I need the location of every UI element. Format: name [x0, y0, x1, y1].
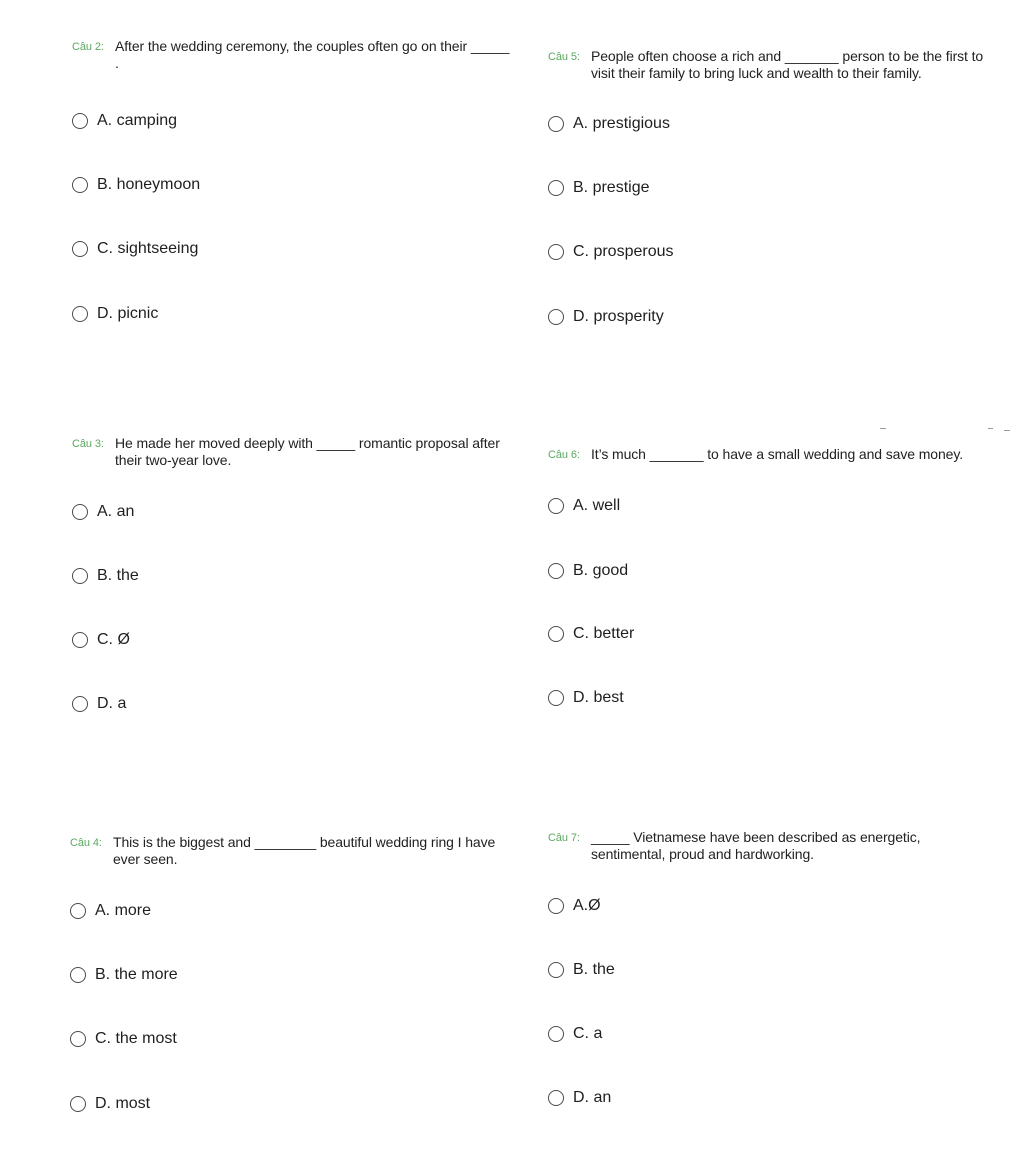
- question-text: People often choose a rich and _______ person to be the first to visit their family to bring luck and wealth to their family.: [591, 48, 984, 81]
- option-b[interactable]: [548, 560, 628, 582]
- option-c[interactable]: [548, 241, 674, 263]
- radio-button-icon[interactable]: [548, 563, 564, 579]
- question-number: Câu 2:: [72, 41, 104, 53]
- option-label: D. picnic: [97, 305, 159, 322]
- option-c[interactable]: [548, 1023, 602, 1045]
- option-label: A. an: [97, 503, 135, 520]
- option-d[interactable]: [72, 303, 158, 325]
- option-label: B. the more: [95, 966, 178, 983]
- option-label: A. more: [95, 902, 152, 919]
- question-text: This is the biggest and ________ beautiful wedding ring I have ever seen.: [113, 834, 496, 867]
- radio-button-icon[interactable]: [548, 244, 564, 260]
- radio-button-icon[interactable]: [548, 626, 564, 642]
- radio-button-icon[interactable]: [70, 967, 86, 983]
- option-label: C. a: [573, 1025, 603, 1042]
- option-c[interactable]: [70, 1028, 177, 1050]
- radio-button-icon[interactable]: [548, 498, 564, 514]
- option-d[interactable]: [548, 1087, 611, 1109]
- question-header: [72, 38, 512, 72]
- radio-button-icon[interactable]: [548, 962, 564, 978]
- radio-button-icon[interactable]: [548, 116, 564, 132]
- option-label: B. the: [97, 567, 139, 584]
- option-b[interactable]: [72, 174, 200, 196]
- question-6: [548, 446, 1008, 706]
- option-d[interactable]: [70, 1093, 150, 1115]
- radio-button-icon[interactable]: [72, 241, 88, 257]
- option-d[interactable]: [72, 693, 126, 715]
- option-label: A.Ø: [573, 897, 601, 914]
- question-number: Câu 4:: [70, 837, 102, 849]
- radio-button-icon[interactable]: [548, 898, 564, 914]
- radio-button-icon[interactable]: [70, 1031, 86, 1047]
- question-7: [548, 829, 948, 1106]
- radio-button-icon[interactable]: [72, 696, 88, 712]
- radio-button-icon[interactable]: [72, 177, 88, 193]
- question-text: It’s much _______ to have a small wedding and save money.: [591, 446, 964, 462]
- option-label: C. prosperous: [573, 243, 674, 260]
- option-label: A. camping: [97, 112, 178, 129]
- question-number: Câu 3:: [72, 438, 104, 450]
- option-label: A. well: [573, 497, 621, 514]
- option-a[interactable]: [72, 501, 134, 523]
- question-number: Câu 6:: [548, 449, 580, 461]
- option-label: B. good: [573, 562, 629, 579]
- option-label: C. sightseeing: [97, 240, 199, 257]
- radio-button-icon[interactable]: [72, 113, 88, 129]
- question-2: [72, 38, 512, 322]
- option-a[interactable]: [548, 895, 601, 917]
- option-label: B. the: [573, 961, 615, 978]
- option-d[interactable]: [548, 687, 624, 709]
- option-d[interactable]: [548, 306, 664, 328]
- question-header: [72, 435, 518, 469]
- option-label: D. a: [97, 695, 127, 712]
- question-5: [548, 48, 1004, 325]
- question-text: After the wedding ceremony, the couples often go on their _____ .: [115, 38, 510, 71]
- option-b[interactable]: [548, 959, 615, 981]
- option-label: D. most: [95, 1095, 151, 1112]
- question-number: Câu 7:: [548, 832, 580, 844]
- option-label: C. Ø: [97, 631, 130, 648]
- option-a[interactable]: [548, 495, 620, 517]
- option-b[interactable]: [72, 565, 139, 587]
- option-label: B. honeymoon: [97, 176, 201, 193]
- option-c[interactable]: [72, 629, 130, 651]
- radio-button-icon[interactable]: [548, 1026, 564, 1042]
- radio-button-icon[interactable]: [548, 309, 564, 325]
- scan-mark: [988, 428, 993, 429]
- question-text: _____ Vietnamese have been described as energetic, sentimental, proud and hardworking.: [591, 829, 921, 862]
- radio-button-icon[interactable]: [72, 632, 88, 648]
- question-text: He made her moved deeply with _____ romantic proposal after their two-year love.: [115, 435, 500, 468]
- option-a[interactable]: [548, 113, 670, 135]
- radio-button-icon[interactable]: [548, 180, 564, 196]
- option-a[interactable]: [70, 900, 151, 922]
- option-b[interactable]: [548, 177, 649, 199]
- scan-mark: [880, 428, 886, 429]
- option-label: D. an: [573, 1089, 612, 1106]
- option-b[interactable]: [70, 964, 178, 986]
- radio-button-icon[interactable]: [70, 903, 86, 919]
- radio-button-icon[interactable]: [72, 306, 88, 322]
- scan-mark: [1004, 430, 1010, 431]
- option-label: B. prestige: [573, 179, 650, 196]
- option-c[interactable]: [548, 623, 634, 645]
- option-c[interactable]: [72, 238, 198, 260]
- radio-button-icon[interactable]: [548, 690, 564, 706]
- radio-button-icon[interactable]: [70, 1096, 86, 1112]
- question-number: Câu 5:: [548, 51, 580, 63]
- option-label: D. prosperity: [573, 308, 664, 325]
- option-label: C. the most: [95, 1030, 177, 1047]
- radio-button-icon[interactable]: [548, 1090, 564, 1106]
- question-header: [548, 446, 1008, 463]
- question-header: [548, 829, 948, 863]
- radio-button-icon[interactable]: [72, 504, 88, 520]
- question-3: [72, 435, 518, 712]
- option-label: C. better: [573, 625, 635, 642]
- option-label: D. best: [573, 689, 624, 706]
- radio-button-icon[interactable]: [72, 568, 88, 584]
- option-label: A. prestigious: [573, 115, 670, 132]
- option-a[interactable]: [72, 110, 177, 132]
- question-4: [70, 834, 514, 1112]
- question-header: [70, 834, 514, 868]
- question-header: [548, 48, 1004, 82]
